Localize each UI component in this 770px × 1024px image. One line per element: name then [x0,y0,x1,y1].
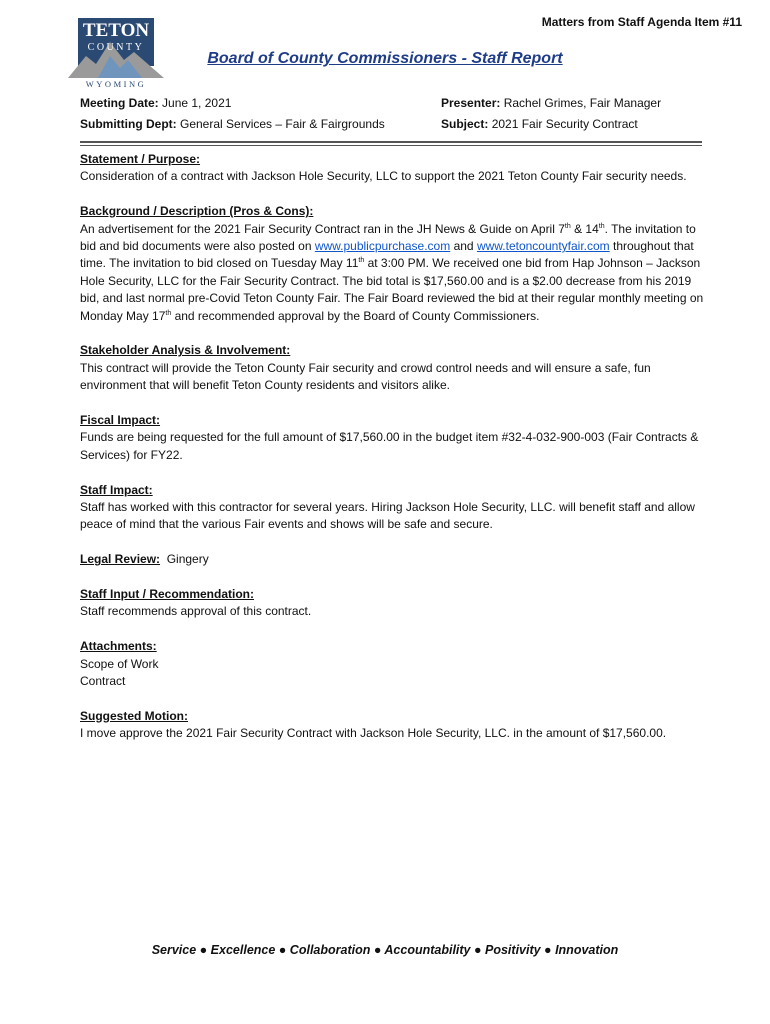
submitting-dept [80,117,385,131]
superscript: th [598,222,605,230]
divider [80,141,702,143]
dept-value: General Services – Fair & Fairgrounds [180,117,385,131]
stakeholder-heading: Stakeholder Analysis & Involvement: [80,343,291,358]
statement-section [80,151,705,186]
motion-text: I move approve the 2021 Fair Security Contract with Jackson Hole Security, LLC. in the amount of $17,560.00. [80,726,667,741]
fiscal-section [80,412,705,464]
attachments-section [80,638,705,690]
footer-values: Service ● Excellence ● Collaboration ● Accountability ● Positivity ● Innovation [151,943,619,957]
text-run: and [450,239,477,254]
stakeholder-text: This contract will provide the Teton County Fair security and crowd control needs and will ensure a safe, fun environment that will benefit Teton County residents and visitors alike. [80,360,651,393]
legal-text: Gingery [166,552,209,567]
superscript: th [165,309,172,317]
subject [441,117,638,131]
divider [80,145,702,146]
fiscal-text: Funds are being requested for the full amount of $17,560.00 in the budget item #32-4-032-900-003 (Fair Contracts & Services) for FY22. [80,430,699,462]
tetoncountyfair-link[interactable]: www.tetoncountyfair.com [476,239,610,254]
meeting-date-value: June 1, 2021 [162,96,232,110]
legal-heading: Legal Review: [80,552,161,567]
text-run: at 3:00 PM. We received one bid from Hap Johnson – Jackson Hole Security, LLC for the Fair Security Contract. The bid total is $17,560.00 and is a $2.00 decrease from his 2019 bid, and last normal pre-Covid Teton County Fair. The Fair Board reviewed the bid at their regular monthly meeting on Monday May 17 [80,256,704,323]
motion-section [80,708,705,743]
text-run: An advertisement for the 2021 Fair Security Contract ran in the JH News & Guide on April 7 [80,221,565,236]
logo-line2: COUNTY [87,42,145,53]
attachment-item: Scope of Work [80,656,159,671]
logo-line1: TETON [82,20,150,41]
recommendation-heading: Staff Input / Recommendation: [80,587,254,602]
report-title: Board of County Commissioners - Staff Report [207,50,563,67]
text-run: throughout that time. The invitation to bid closed on Tuesday May 11 [80,239,694,271]
text-run: and recommended approval by the Board of County Commissioners. [171,308,540,323]
recommendation-section [80,586,705,621]
dept-label: Submitting Dept: [80,117,177,131]
background-heading: Background / Description (Pros & Cons): [80,204,314,219]
attachments-heading: Attachments: [80,639,157,654]
statement-heading: Statement / Purpose: [80,152,201,166]
subject-value: 2021 Fair Security Contract [491,117,638,131]
superscript: th [358,257,365,265]
recommendation-text: Staff recommends approval of this contract. [80,604,312,619]
stakeholder-section [80,342,705,394]
presenter-value: Rachel Grimes, Fair Manager [503,96,662,110]
fiscal-heading: Fiscal Impact: [80,413,161,428]
meeting-date-label: Meeting Date: [80,96,159,110]
agenda-item-label: Matters from Staff Agenda Item #11 [541,15,742,29]
report-body [80,151,705,760]
background-text [80,221,705,325]
presenter-label: Presenter: [441,96,501,110]
motion-heading: Suggested Motion: [80,708,188,723]
superscript: th [564,222,571,230]
attachment-item: Contract [80,674,126,689]
staff-impact-heading: Staff Impact: [80,482,153,497]
background-section [80,203,705,325]
staff-impact-text: Staff has worked with this contractor for several years. Hiring Jackson Hole Security, LLC. will benefit staff and allow peace of mind that the various Fair events and shows will be safe and secure. [80,500,695,532]
statement-text: Consideration of a contract with Jackson Hole Security, LLC to support the 2021 Teton County Fair security needs. [80,169,687,184]
text-run: . The invitation to bid and bid documents were also posted on [80,221,696,254]
subject-label: Subject: [441,117,489,131]
staff-impact-section [80,482,705,534]
logo-line3: WYOMING [85,79,147,89]
presenter [441,96,661,110]
meeting-date [80,96,231,110]
text-run: & 14 [570,221,599,236]
publicpurchase-link[interactable]: www.publicpurchase.com [314,239,451,254]
legal-section [80,551,705,568]
